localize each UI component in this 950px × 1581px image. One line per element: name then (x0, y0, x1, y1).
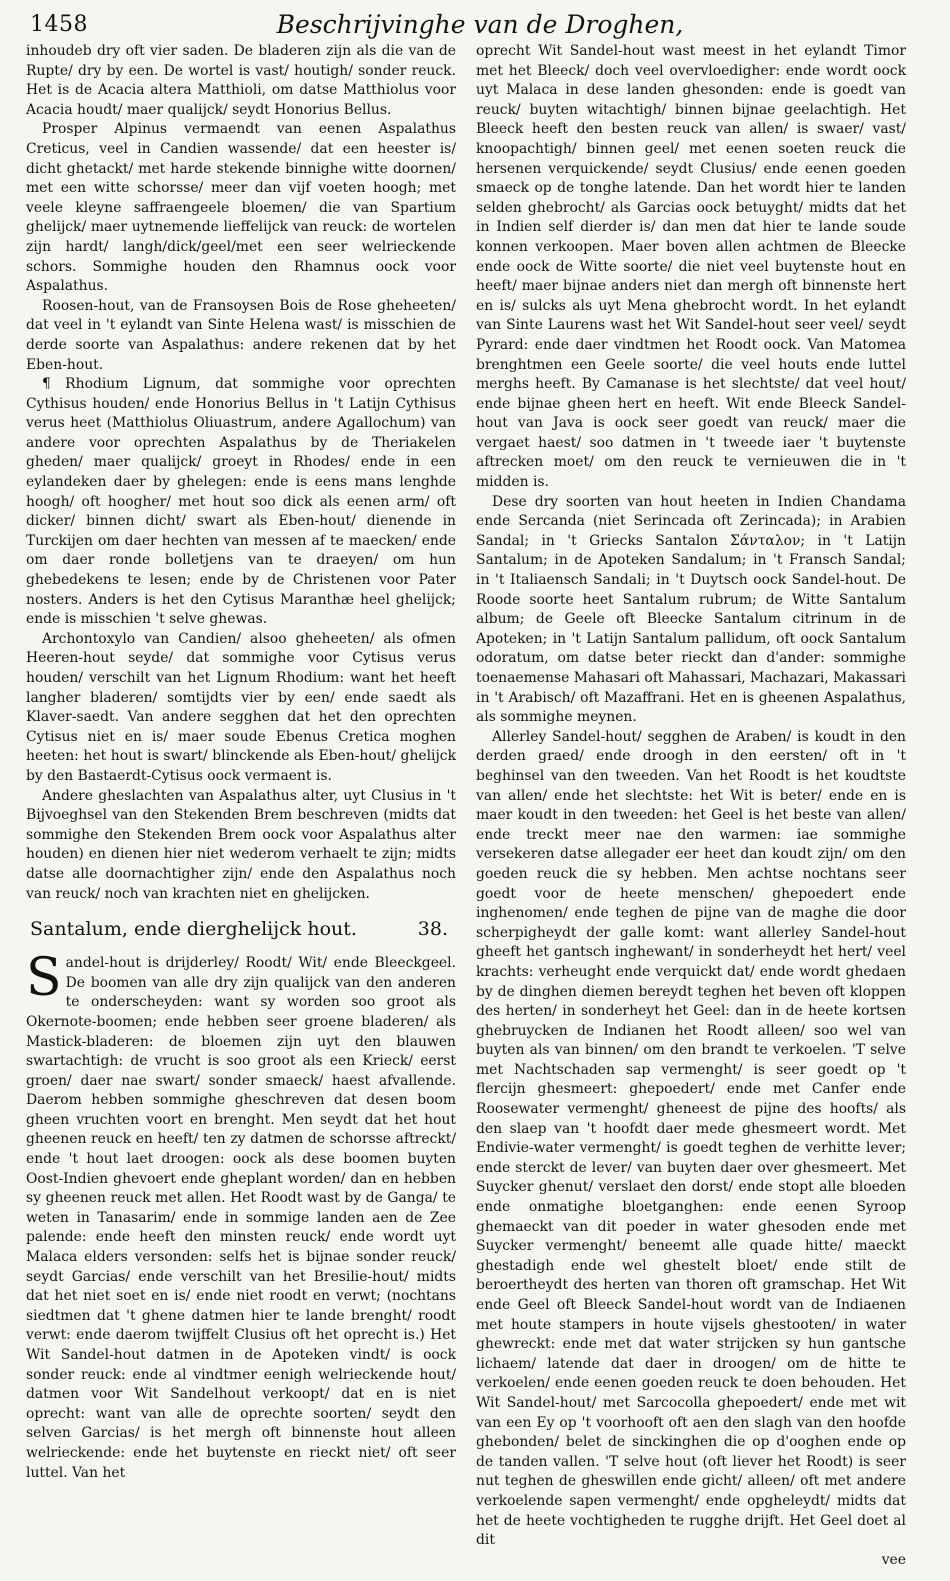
left-column (26, 42, 456, 1483)
paragraph-santalum (26, 948, 456, 1483)
section-title: Santalum, ende dierghelijck hout. (30, 918, 357, 941)
drop-cap: S (26, 948, 62, 1009)
paragraph-virtues: Allerley Sandel-hout/ segghen de Araben/ is koudt in den derden graed/ ende droogh in den eersten/ oft in 't beghinsel van den tweeden. Van het Roodt is het koudtste van allen/ ende het slechtste: het Wit is beter/ ende en is maer koudt in den tweeden: het Geel is het beste van allen/ ende treckt meer nae den warmen: iae sommighe versekeren datse allegader eer heet dan koudt zijn/ om den goeden reuck die sy hebben. Men achtse nochtans seer goedt voor de heete menschen/ ghepoedert ende inghenomen/ ende teghen de pijne van de maghe die door scherpigheydt der galle komt: want allerley Sandel-hout gheeft het gantsch inghewant/ in sonderheydt het hert/ veel krachts: verheught ende verquickt dat/ ende wordt ghedaen by de dinghen diemen bereydt teghen het beven oft kloppen des herten/ in sonderheyt het Geel: dan in de heete kortsen ghebruycken de Indianen het Roodt alleen/ soo wel van buyten als van binnen/ om den brandt te verkoelen. 'T selve met Nachtschaden sap vermenght/ is seer goedt op 't flercijn ghesmeert: ghepoedert/ ende met Canfer ende Roosewater vermenght/ gheneest de pijne des hoofts/ als den slaep van 't hoofdt daer mede ghesmeert wordt. Met Endivie-water vermenght/ is goedt teghen de verhitte lever; ende sterckt de lever/ van buyten daer over ghesmeert. Met Suycker ghenut/ verslaet den dorst/ ende stopt alle bloeden ende onmatighe bloetganghen: ende eenen Syroop ghemaeckt van dit poeder in water ghesoden ende met Suycker vermenght/ beneemt alle quade hitte/ maeckt ghestadigh ende wel ghestelt bloet/ ende stilt de beroertheydt des herten van thoren oft gramschap. Het Wit ende Geel oft Bleeck Sandel-hout wordt van de Indiaenen met houte stampers in houte vijsels ghestooten/ in water ghewreckt: ende met dat water strijcken sy hun gantsche lichaem/ latende dat daer in droogen/ om de hitte te verkoelen/ ende eenen goeden reuck te doen behouden. Het Wit Sandel-hout/ met Sarcocolla ghepoedert/ ende met wit van een Ey op 't voorhooft oft aen den slagh van den hoofde ghebonden/ belet de sinckinghen die op d'ooghen ende op de tanden vallen. 'T selve hout (oft liever het Roodt) is seer nut teghen de gheswillen ende gicht/ alleen/ oft met andere verkoelende sapen vermenght/ ende opgheleydt/ midts dat het de heete vochtigheden te rugghe drijft. Het Geel doet al dit (476, 728, 906, 1549)
santalum-text: andel-hout is drijderley/ Roodt/ Wit/ ende Bleeckgeel. De boomen van alle dry zijn qualijck van den anderen te onderscheyden: want sy worden soo groot als Okernote-boomen; ende hebben seer groene bladeren/ als Mastick-bladeren: de bloemen zijn uyt den blauwen swartachtigh: de vrucht is soo groot als een Krieck/ eerst groen/ daer nae swart/ sonder smaeck/ haest afvallende. Daerom hebben sommighe gheschreven dat desen boom gheen vruchten voort en brenght. Men seydt dat het hout gheenen reuck en heeft/ ten zy datmen de schorsse aftreckt/ ende 't hout laet droogen: oock als dese boomen buyten Oost-Indien ghevoert ende gheplant worden/ dan en hebben sy gheenen reuck met allen. Het Roodt wast by de Ganga/ te weten in Tanasarim/ ende in sommige landen aen de Zee palende: ende heeft den minsten reuck/ ende wordt uyt Malaca elders versonden: selfs het is bijnae sonder reuck/ seydt Garcias/ ende verschilt van het Bresilie-hout/ midts dat het niet soet en is/ ende niet roodt en verwt; (nochtans siedtmen dat 't ghene datmen hier te lande brenght/ roodt verwt: ende daerom twijffelt Clusius oft het oprecht is.) Het Wit Sandel-hout datmen in de Apoteken vindt/ is oock sonder reuck: ende al vindtmer eenigh welrieckende hout/ datmen voor Wit Sandelhout verkoopt/ dat en is niet oprecht: want van alle de oprechte soorten/ seydt den selven Garcias/ is het mergh oft binnenste hout alleen welrieckende: ende het buytenste en rieckt niet/ oft seer luttel. Van het (26, 955, 456, 1481)
page-number: 1458 (30, 12, 88, 37)
right-column (476, 42, 906, 1570)
running-title: Beschrijvinghe van de Droghen, (276, 10, 684, 39)
paragraph-archontoxylo: Archontoxylo van Candien/ alsoo gheheeten/ als ofmen Heeren-hout seyde/ dat sommighe voor Cytisus verus houden/ verschilt van het Lignum Rhodium: want het heeft langher bladeren/ somtijdts vier by een/ ende saedt als Klaver-saedt. Van andere segghen dat het den oprechten Cytisus niet en is/ maer soude Ebenus Cretica moghen heeten: het hout is swart/ blinckende als Eben-hout/ ghelijck by den Bastaerdt-Cytisus oock vermaent is. (26, 630, 456, 784)
page-header (30, 8, 930, 44)
paragraph-names: Dese dry soorten van hout heeten in Indien Chandama ende Sercanda (niet Serincada oft Zerincada); in Arabien Sandal; in 't Griecks Santalon Σάνταλον; in 't Latijn Santalum; in de Apoteken Sandalum; in 't Fransch Sandal; in 't Italiaensch Sandali; in 't Duytsch oock Sandel-hout. De Roode soorte heet Santalum rubrum; de Witte Santalum album; de Geele oft Bleecke Santalum citrinum in de Apoteken; in 't Latijn Santalum pallidum, oft oock Santalum odoratum, om datse beter rieckt dan d'ander: sommighe toenaemense Mahasari oft Mahassari, Machazari, Makassari in 't Arabisch/ oft Mazaffrani. Het en is gheenen Aspalathus, als sommighe meynen. (476, 493, 906, 726)
paragraph-acacia: inhoudeb dry oft vier saden. De bladeren zijn als die van de Rupte/ dry by een. De wortel is vast/ houtigh/ sonder reuck. Het is de Acacia altera Matthioli, om datse Matthiolus voor Acacia houdt/ maer qualijck/ seydt Honorius Bellus. (26, 43, 456, 118)
paragraph-aspalathus-alter: Andere gheslachten van Aspalathus alter, uyt Clusius in 't Bijvoeghsel van den Stekenden Brem beschreven (midts dat sommighe den Stekenden Brem oock voor Aspalathus alter houden) en dienen hier niet wederom verhaelt te zijn; midts datse alle doornachtigher zijn/ ende den Aspalathus noch van reuck/ noch van krachten niet en ghelijcken. (26, 787, 456, 902)
paragraph-aspalathus-creticus: Prosper Alpinus vermaendt van eenen Aspalathus Creticus, veel in Candien wassende/ dat een heester is/ dicht ghetackt/ met harde stekende binnighe witte doornen/ met een witte schorsse/ meer dan vijf voeten hoogh; met veele kleyne saffraengeele bloemen/ die van Spartium ghelijck/ maer uytnemende lieffelijck van reuck: de wortelen zijn hardt/ langh/dick/geel/met een seer welrieckende schors. Sommighe houden den Rhamnus oock voor Aspalathus. (26, 121, 456, 295)
paragraph-wit-sandel: oprecht Wit Sandel-hout wast meest in het eylandt Timor met het Bleeck/ doch veel overvloedigher: ende wordt oock uyt Malaca in dese landen ghesonden: ende is goedt van reuck/ buyten witachtigh/ binnen bijnae geelachtigh. Het Bleeck heeft den besten reuck van allen/ is swaer/ vast/ knoopachtigh/ binnen geel/ met eenen soeten reuck die hersenen verquickende/ seydt Clusius/ ende eenen goeden smaeck op de tonghe latende. Dan het wordt hier te landen selden ghebrocht/ als Garcias oock betuyght/ midts dat het in Indien self dierder is/ dan men dat hier te lande soude konnen verkoopen. Maer boven allen achtmen de Bleecke ende oock de Witte soorte/ die niet veel buytenste hout en heeft/ maer bijnae anders niet dan mergh oft binnenste hert en is/ sulcks als uyt Mena ghebrocht wordt. In het eylandt van Sinte Laurens wast het Wit Sandel-hout seer veel/ seydt Pyrard: ende daer vindtmen het Roodt oock. Van Matomea brenghtmen een Geele soorte/ die veel houts ende luttel merghs heeft. By Camanase is het slechtste/ dat veel hout/ ende bijnae gheen hert en heeft. Wit ende Bleeck Sandel-hout van Java is oock seer goedt van reuck/ maer die vergaet haest/ soo datmen in 't tweede iaer 't buytenste aftrecken moet/ om den reuck te vernieuwen die in 't midden is. (476, 43, 906, 491)
paragraph-rhodium-lignum: ¶ Rhodium Lignum, dat sommighe voor oprechten Cythisus houden/ ende Honorius Bellus in 't Latijn Cythisus verus heet (Matthiolus Oliuastrum, andere Agallochum) van andere voor oprechten Aspalathus by de Theriakelen gheden/ maer qualijck/ groeyt in Rhodes/ ende in een eylandeken daer by ghelegen: ende is eens mans lenghde hoogh/ oft hoogher/ met hout soo dick als eenen arm/ oft dicker/ binnen dicht/ swart als Eben-hout/ dienende in Turckijen om daer hechten van messen af te maecken/ ende om daer ronde bolletjens van te draeyen/ om hun ghebedekens te lesen; ende by de Christenen voor Pater nosters. Anders is het den Cytisus Maranthæ heel ghelijck; ende is misschien 't selve ghewas. (26, 376, 456, 628)
section-number: 38. (417, 918, 448, 941)
paragraph-roosen-hout: Roosen-hout, van de Fransoysen Bois de Rose gheheeten/ dat veel in 't eylandt van Sinte Helena wast/ is misschien de derde soorte van Aspalathus: andere rekenen dat by het Eben-hout. (26, 297, 456, 373)
catchword: vee (881, 1551, 906, 1568)
section-heading (30, 914, 456, 944)
